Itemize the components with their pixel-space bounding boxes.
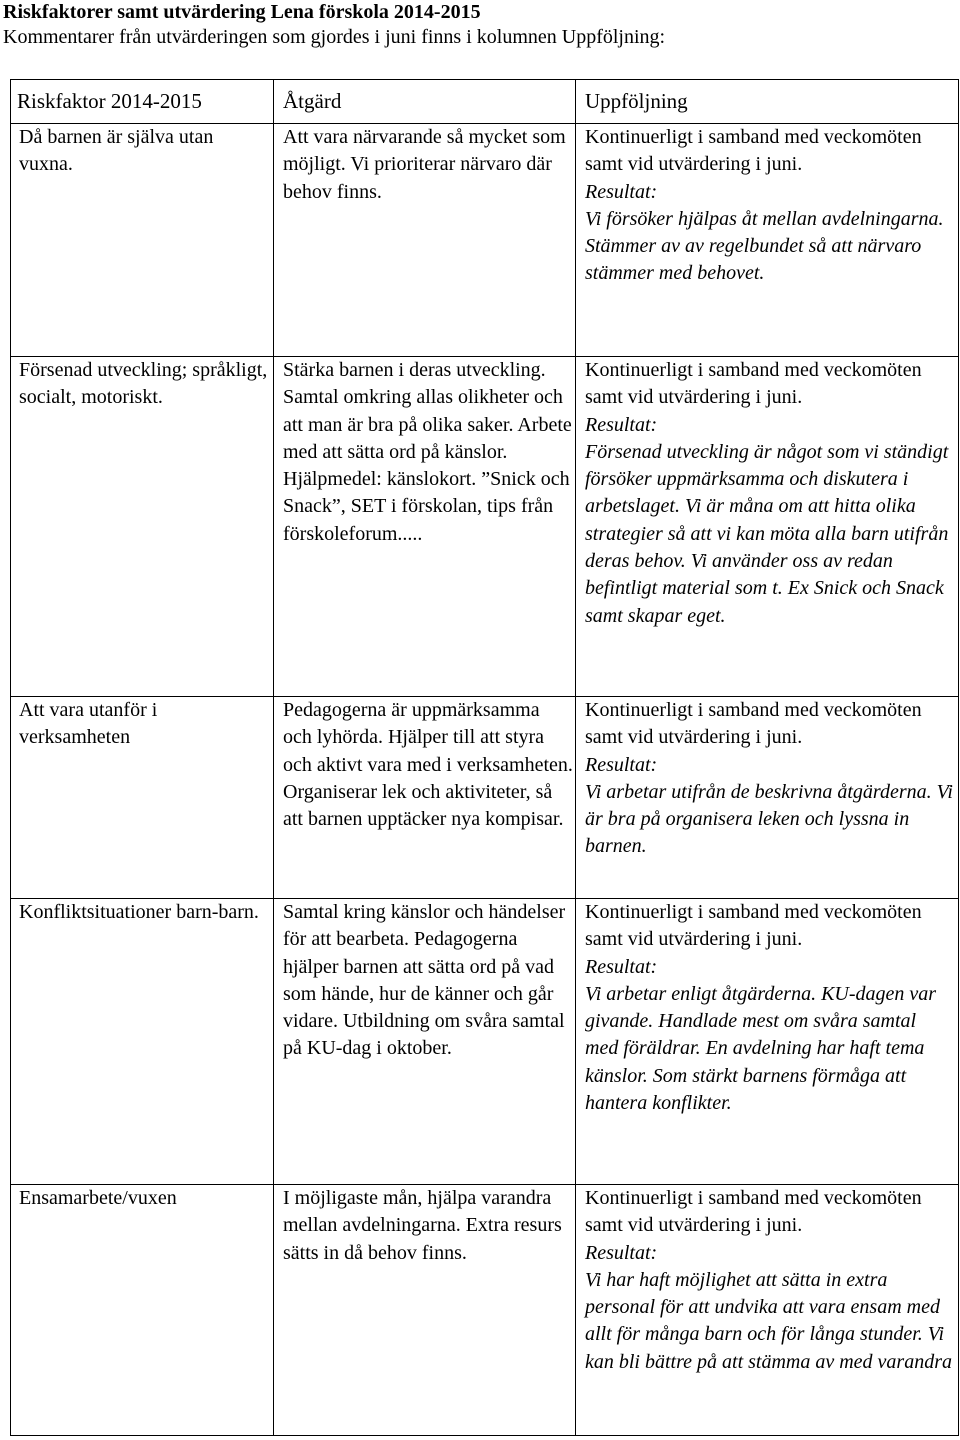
- document-subtitle: Kommentarer från utvärderingen som gjordes i juni finns i kolumnen Uppföljning:: [3, 26, 666, 48]
- action-cell: Att vara närvarande så mycket som möjligt. Vi prioriterar närvaro där behov finns.: [274, 124, 576, 357]
- result-text: Försenad utveckling är något som vi ständigt försöker uppmärksamma och diskutera i arbetslaget. Vi är måna om att hitta olika strategier så att vi kan möta alla barn utifrån deras behov. Vi använder oss av redan befintligt material som t. Ex Snick och Snack samt skapar eget.: [585, 440, 949, 627]
- action-cell: I möjligaste mån, hjälpa varandra mellan avdelningarna. Extra resurs sätts in då behov finns.: [274, 1185, 576, 1436]
- result-label: Resultat:: [585, 1241, 658, 1264]
- column-header-followup: Uppföljning: [576, 80, 959, 124]
- result-text: Vi arbetar utifrån de beskrivna åtgärderna. Vi är bra på organisera leken och lyssna in barnen.: [585, 780, 953, 858]
- followup-intro: Kontinuerligt i samband med veckomöten samt vid utvärdering i juni.: [585, 901, 922, 951]
- followup-cell: [576, 1185, 959, 1436]
- column-header-action: Åtgärd: [274, 80, 576, 124]
- followup-cell: [576, 357, 959, 697]
- table-row: [11, 1185, 959, 1436]
- followup-intro: Kontinuerligt i samband med veckomöten samt vid utvärdering i juni.: [585, 359, 922, 409]
- result-label: Resultat:: [585, 753, 658, 776]
- action-cell: Stärka barnen i deras utveckling. Samtal omkring allas olikheter och att man är bra på olika saker. Arbete med att sätta ord på känslor. Hjälpmedel: känslokort. ”Snick och Snack”, SET i förskolan, tips från förskoleforum.....: [274, 357, 576, 697]
- table-row: [11, 899, 959, 1185]
- followup-intro: Kontinuerligt i samband med veckomöten samt vid utvärdering i juni.: [585, 699, 922, 749]
- result-text: Vi försöker hjälpas åt mellan avdelningarna. Stämmer av av regelbundet så att närvaro stämmer med behovet.: [585, 207, 944, 285]
- risk-cell: Att vara utanför i verksamheten: [11, 697, 274, 899]
- followup-cell: [576, 899, 959, 1185]
- result-label: Resultat:: [585, 180, 658, 203]
- risk-table: [10, 79, 959, 1436]
- document-title: Riskfaktorer samt utvärdering Lena förskola 2014-2015: [3, 1, 481, 23]
- result-label: Resultat:: [585, 413, 658, 436]
- table-row: [11, 124, 959, 357]
- risk-cell: Då barnen är själva utan vuxna.: [11, 124, 274, 357]
- risk-cell: Konfliktsituationer barn-barn.: [11, 899, 274, 1185]
- result-text: Vi arbetar enligt åtgärderna. KU-dagen var givande. Handlade mest om svåra samtal med föräldrar. En avdelning har haft tema känslor. Som stärkt barnens förmåga att hantera konflikter.: [585, 982, 937, 1115]
- result-label: Resultat:: [585, 955, 658, 978]
- document-header: [3, 0, 953, 50]
- followup-cell: [576, 124, 959, 357]
- action-cell: Pedagogerna är uppmärksamma och lyhörda. Hjälper till att styra och aktivt vara med i verksamheten. Organiserar lek och aktiviteter, så att barnen upptäcker nya kompisar.: [274, 697, 576, 899]
- table-row: [11, 697, 959, 899]
- risk-cell: Försenad utveckling; språkligt, socialt, motoriskt.: [11, 357, 274, 697]
- followup-intro: Kontinuerligt i samband med veckomöten samt vid utvärdering i juni.: [585, 1187, 922, 1237]
- risk-table-wrapper: [10, 79, 958, 1436]
- risk-cell: Ensamarbete/vuxen: [11, 1185, 274, 1436]
- table-row: [11, 357, 959, 697]
- action-cell: Samtal kring känslor och händelser för att bearbeta. Pedagogerna hjälper barnen att sätta ord på vad som hände, hur de känner och går vidare. Utbildning om svåra samtal på KU-dag i oktober.: [274, 899, 576, 1185]
- table-header-row: [11, 80, 959, 124]
- followup-intro: Kontinuerligt i samband med veckomöten samt vid utvärdering i juni.: [585, 126, 922, 176]
- result-text: Vi har haft möjlighet att sätta in extra personal för att undvika att vara ensam med allt för många barn och för långa stunder. Vi kan bli bättre på att stämma av med varandra: [585, 1268, 953, 1373]
- column-header-risk: Riskfaktor 2014-2015: [11, 80, 274, 124]
- followup-cell: [576, 697, 959, 899]
